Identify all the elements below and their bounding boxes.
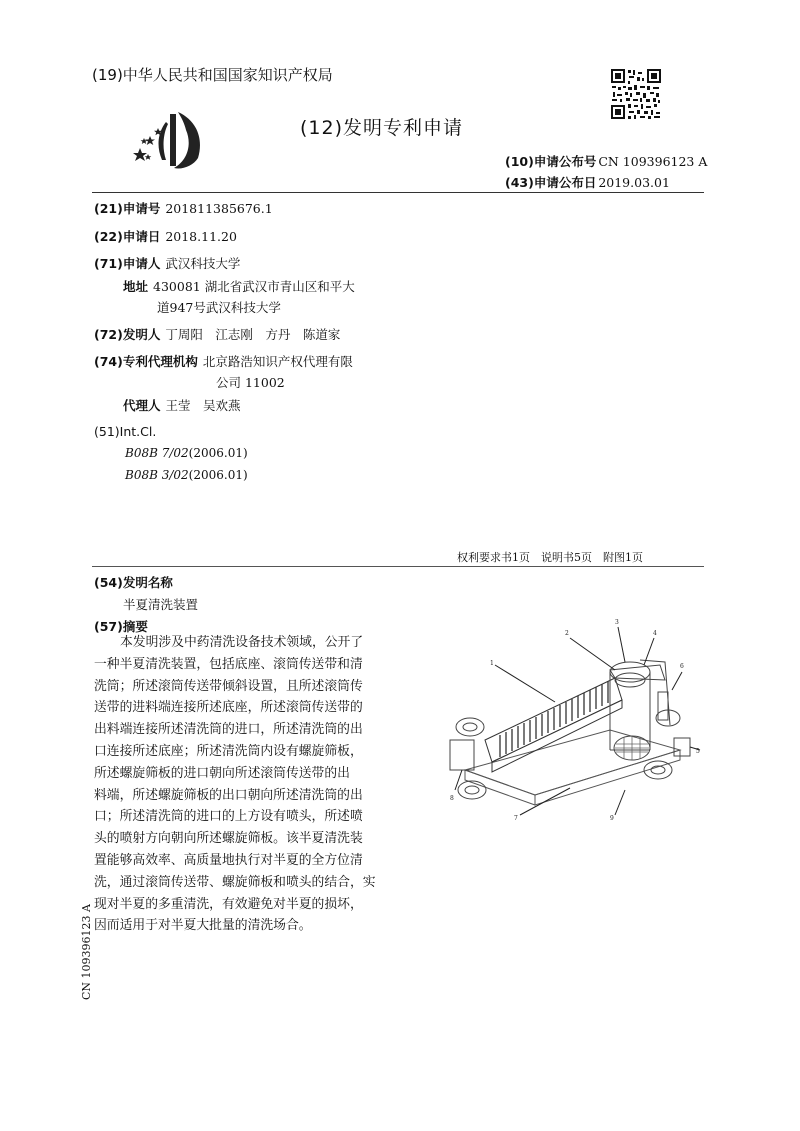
agent-row	[123, 396, 241, 414]
abstract-line: 现对半夏的多重清洗，有效避免对半夏的损坏，	[94, 896, 363, 912]
agents: 王莹 吴欢燕	[165, 398, 241, 413]
cnipa-logo-icon	[130, 108, 212, 170]
publication-date-label: (43)申请公布日	[505, 175, 597, 190]
figure-label: 8	[450, 795, 454, 802]
abstract-line: 出料端连接所述清洗筒的进口，所述清洗筒的出	[94, 722, 363, 738]
agency-line-2: 公司 11002	[216, 375, 285, 390]
application-date-label: (22)申请日	[94, 229, 161, 244]
ipc-version: (2006.01)	[188, 468, 248, 482]
abstract-line: 料端，所述螺旋筛板的出口朝向所述清洗筒的出	[94, 787, 363, 803]
abstract-line: 口；所述清洗筒的进口的上方设有喷头，所述喷	[94, 809, 363, 825]
ipc-code: B08B 7/02	[125, 446, 189, 460]
publication-number-row	[505, 152, 707, 170]
figure-label: 7	[514, 815, 518, 822]
inventors-row	[94, 325, 340, 343]
figure-label: 5	[696, 748, 700, 755]
abstract-line: 头的喷射方向朝向所述螺旋筛板。该半夏清洗装	[94, 831, 363, 847]
abstract-line: 本发明涉及中药清洗设备技术领域，公开了	[120, 635, 364, 650]
abstract-text	[94, 632, 384, 937]
application-number-label: (21)申请号	[94, 201, 161, 216]
applicant: 武汉科技大学	[165, 256, 241, 271]
figure-label: 4	[653, 630, 657, 637]
apparatus-figure	[410, 610, 710, 840]
abstract-line: 口连接所述底座；所述清洗筒内设有螺旋筛板，	[94, 743, 363, 759]
invention-name-label: (54)发明名称	[94, 575, 173, 590]
abstract-line: 置能够高效率、高质量地执行对半夏的全方位清	[94, 852, 363, 868]
agency-label: (74)专利代理机构	[94, 354, 198, 369]
ipc-entry	[125, 468, 248, 482]
agency-row	[94, 352, 353, 370]
address-line-1: 430081 湖北省武汉市青山区和平大	[153, 279, 355, 294]
inventors: 丁周阳 江志刚 方丹 陈道家	[165, 327, 341, 342]
address-label: 地址	[123, 279, 149, 294]
figure-label: 1	[490, 660, 494, 667]
applicant-label: (71)申请人	[94, 256, 161, 271]
ipc-entry	[125, 446, 248, 460]
application-number-row	[94, 199, 273, 217]
abstract-line: 洗筒；所述滚筒传送带倾斜设置，且所述滚筒传	[94, 678, 363, 694]
figure-label: 9	[610, 815, 614, 822]
int-cl-label: (51)Int.Cl.	[94, 424, 157, 439]
application-date: 2018.11.20	[165, 229, 237, 244]
abstract-line: 所述螺旋筛板的进口朝向所述滚筒传送带的出	[94, 765, 350, 781]
publication-number-label: (10)申请公布号	[505, 154, 597, 169]
invention-name: 半夏清洗装置	[123, 597, 199, 612]
publication-number: CN 109396123 A	[598, 154, 708, 169]
ipc-version: (2006.01)	[188, 446, 248, 460]
agent-label: 代理人	[123, 398, 161, 413]
biblio-divider	[92, 566, 704, 567]
page-counts: 权利要求书1页 说明书5页 附图1页	[457, 551, 643, 564]
agency-line-1: 北京路浩知识产权代理有限	[202, 354, 353, 369]
header-divider	[92, 192, 704, 193]
figure-label: 6	[680, 663, 684, 670]
qr-code-icon	[610, 68, 662, 120]
figure-label: 3	[615, 619, 619, 626]
office-name: (19)中华人民共和国国家知识产权局	[92, 66, 333, 84]
ipc-code: B08B 3/02	[125, 468, 189, 482]
publication-date: 2019.03.01	[598, 175, 670, 190]
application-date-row	[94, 227, 237, 245]
abstract-label: (57)摘要	[94, 619, 148, 634]
application-number: 201811385676.1	[165, 201, 273, 216]
side-publication-code: CN 109396123 A	[80, 904, 93, 1000]
address-line-2: 道947号武汉科技大学	[157, 300, 281, 315]
abstract-line: 洗，通过滚筒传送带、螺旋筛板和喷头的结合，实	[94, 874, 376, 890]
abstract-line: 因而适用于对半夏大批量的清洗场合。	[94, 918, 312, 934]
abstract-line: 一种半夏清洗装置，包括底座、滚筒传送带和清	[94, 656, 363, 672]
applicant-row	[94, 254, 240, 272]
abstract-line: 送带的进料端连接所述底座，所述滚筒传送带的	[94, 700, 363, 716]
publication-date-row	[505, 173, 670, 191]
address-row	[123, 277, 355, 295]
inventors-label: (72)发明人	[94, 327, 161, 342]
document-type-title: (12)发明专利申请	[300, 117, 464, 139]
figure-label: 2	[565, 630, 569, 637]
